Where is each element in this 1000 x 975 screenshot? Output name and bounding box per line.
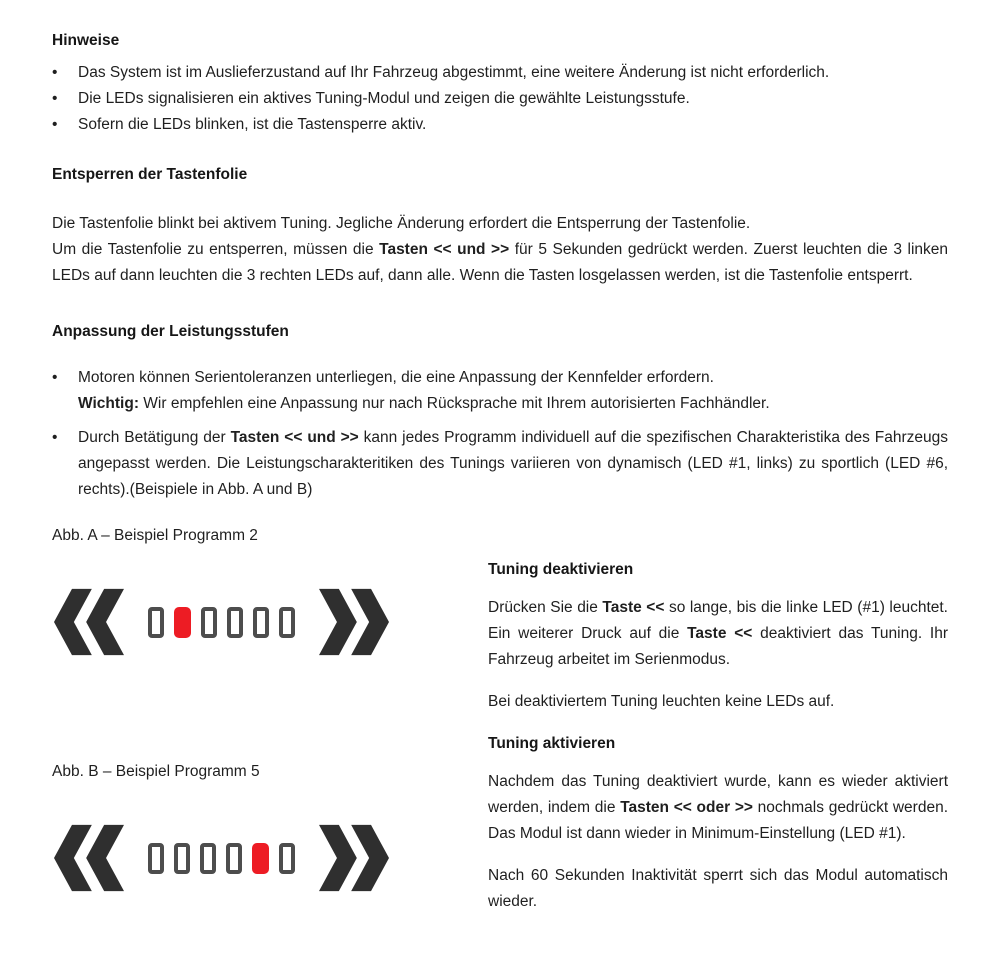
- led-6: [279, 843, 295, 874]
- text-segment: für 5 Sekunden gedrückt werden. Zuerst leuchten die 3 linken LEDs auf dann leuchten die 3 rechten LEDs auf, dann alle. Wenn die Tasten losgelassen werden, ist die Tastenfolie entsperrt.: [52, 241, 948, 284]
- double-chevron-left-icon: [54, 587, 124, 657]
- bullet-icon: •: [52, 116, 58, 133]
- bold-text-segment: Tasten << oder >>: [620, 799, 753, 816]
- led-strip: [148, 607, 295, 638]
- text-segment: Sofern die LEDs blinken, ist die Tastensperre aktiv.: [78, 116, 427, 133]
- list-item: [52, 60, 948, 86]
- bold-text-segment: Taste <<: [602, 599, 665, 616]
- paragraph: [488, 595, 948, 673]
- bullet-icon: •: [52, 90, 58, 107]
- figures-and-instructions: [52, 523, 948, 931]
- text-segment: nochmals gedrückt werden. Das Modul ist dann wieder in Minimum-Einstellung (LED #1).: [488, 799, 948, 842]
- list-item: [52, 112, 948, 138]
- text-segment: Bei deaktiviertem Tuning leuchten keine LEDs auf.: [488, 693, 835, 710]
- bullet-line: [78, 391, 948, 417]
- paragraph: [488, 769, 948, 847]
- bullet-line: [78, 365, 948, 391]
- paragraph: [52, 237, 948, 289]
- bullet-icon: •: [52, 369, 58, 386]
- text-segment: Nach 60 Sekunden Inaktivität sperrt sich das Modul automatisch wieder.: [488, 867, 948, 910]
- double-chevron-left-icon: [54, 823, 124, 893]
- led-3: [201, 607, 217, 638]
- bold-text-segment: Tasten << und >>: [379, 241, 510, 258]
- instruction-column: [488, 523, 948, 931]
- led-4: [226, 843, 242, 874]
- paragraph: [488, 689, 948, 715]
- list-item: [52, 425, 948, 503]
- bullet-text: [78, 365, 948, 417]
- bullet-text: [78, 60, 948, 86]
- section-title-hinweise: Hinweise: [52, 32, 120, 49]
- figure-b-label: Abb. B – Beispiel Programm 5: [52, 763, 260, 780]
- text-segment: Um die Tastenfolie zu entsperren, müssen die: [52, 241, 380, 258]
- bold-text-segment: Wichtig:: [78, 395, 139, 412]
- figure-column: [52, 523, 488, 931]
- text-segment: Die LEDs signalisieren ein aktives Tuning-Modul und zeigen die gewählte Leistungsstufe.: [78, 90, 690, 107]
- led-5: [253, 607, 269, 638]
- text-segment: Durch Betätigung der: [78, 429, 231, 446]
- led-strip: [148, 843, 295, 874]
- bullet-text: [78, 425, 948, 503]
- text-segment: Nachdem das Tuning deaktiviert wurde, kann es wieder aktiviert werden, indem die: [488, 773, 948, 816]
- bold-text-segment: Taste <<: [687, 625, 753, 642]
- bullet-icon: •: [52, 429, 58, 446]
- led-3: [200, 843, 216, 874]
- led-5-active: [252, 843, 269, 874]
- text-segment: Die Tastenfolie blinkt bei aktivem Tuning. Jegliche Änderung erfordert die Entsperrung der Tastenfolie.: [52, 215, 751, 232]
- text-segment: kann jedes Programm individuell auf die spezifischen Charakteristika des Fahrzeugs angepasst werden. Die Leistungscharakteritiken des Tunings variieren von dynamisch (LED #1, links) zu sportlich (LED #6, rechts).(Beispiele in Abb. A und B): [78, 429, 948, 498]
- double-chevron-right-icon: [319, 587, 389, 657]
- led-4: [227, 607, 243, 638]
- list-item: [52, 86, 948, 112]
- paragraph: [52, 211, 948, 237]
- section-title-anpassung: Anpassung der Leistungsstufen: [52, 323, 289, 340]
- led-6: [279, 607, 295, 638]
- text-segment: deaktiviert das Tuning. Ihr Fahrzeug arbeitet im Serienmodus.: [488, 625, 948, 668]
- text-segment: Wir empfehlen eine Anpassung nur nach Rücksprache mit Ihrem autorisierten Fachhändler.: [139, 395, 770, 412]
- section-title-tuning-aktivieren: Tuning aktivieren: [488, 735, 616, 752]
- bullet-text: [78, 112, 948, 138]
- figure-a-label: Abb. A – Beispiel Programm 2: [52, 527, 258, 544]
- led-display-figure-b: [54, 821, 488, 895]
- bullet-text: [78, 86, 948, 112]
- led-1: [148, 843, 164, 874]
- bold-text-segment: Tasten << und >>: [230, 429, 359, 446]
- text-segment: Motoren können Serientoleranzen unterliegen, die eine Anpassung der Kennfelder erfordern.: [78, 369, 714, 386]
- double-chevron-right-icon: [319, 823, 389, 893]
- text-segment: so lange, bis die linke LED (#1) leuchtet. Ein weiterer Druck auf die: [488, 599, 948, 642]
- list-item: [52, 365, 948, 417]
- bullet-icon: •: [52, 64, 58, 81]
- section-title-tuning-deaktivieren: Tuning deaktivieren: [488, 561, 634, 578]
- led-1: [148, 607, 164, 638]
- text-segment: Drücken Sie die: [488, 599, 603, 616]
- section-title-entsperren: Entsperren der Tastenfolie: [52, 166, 248, 183]
- led-display-figure-a: [54, 585, 488, 659]
- paragraph: [488, 863, 948, 915]
- text-segment: Das System ist im Auslieferzustand auf Ihr Fahrzeug abgestimmt, eine weitere Änderung ist nicht erforderlich.: [78, 64, 830, 81]
- led-2: [174, 843, 190, 874]
- led-2-active: [174, 607, 191, 638]
